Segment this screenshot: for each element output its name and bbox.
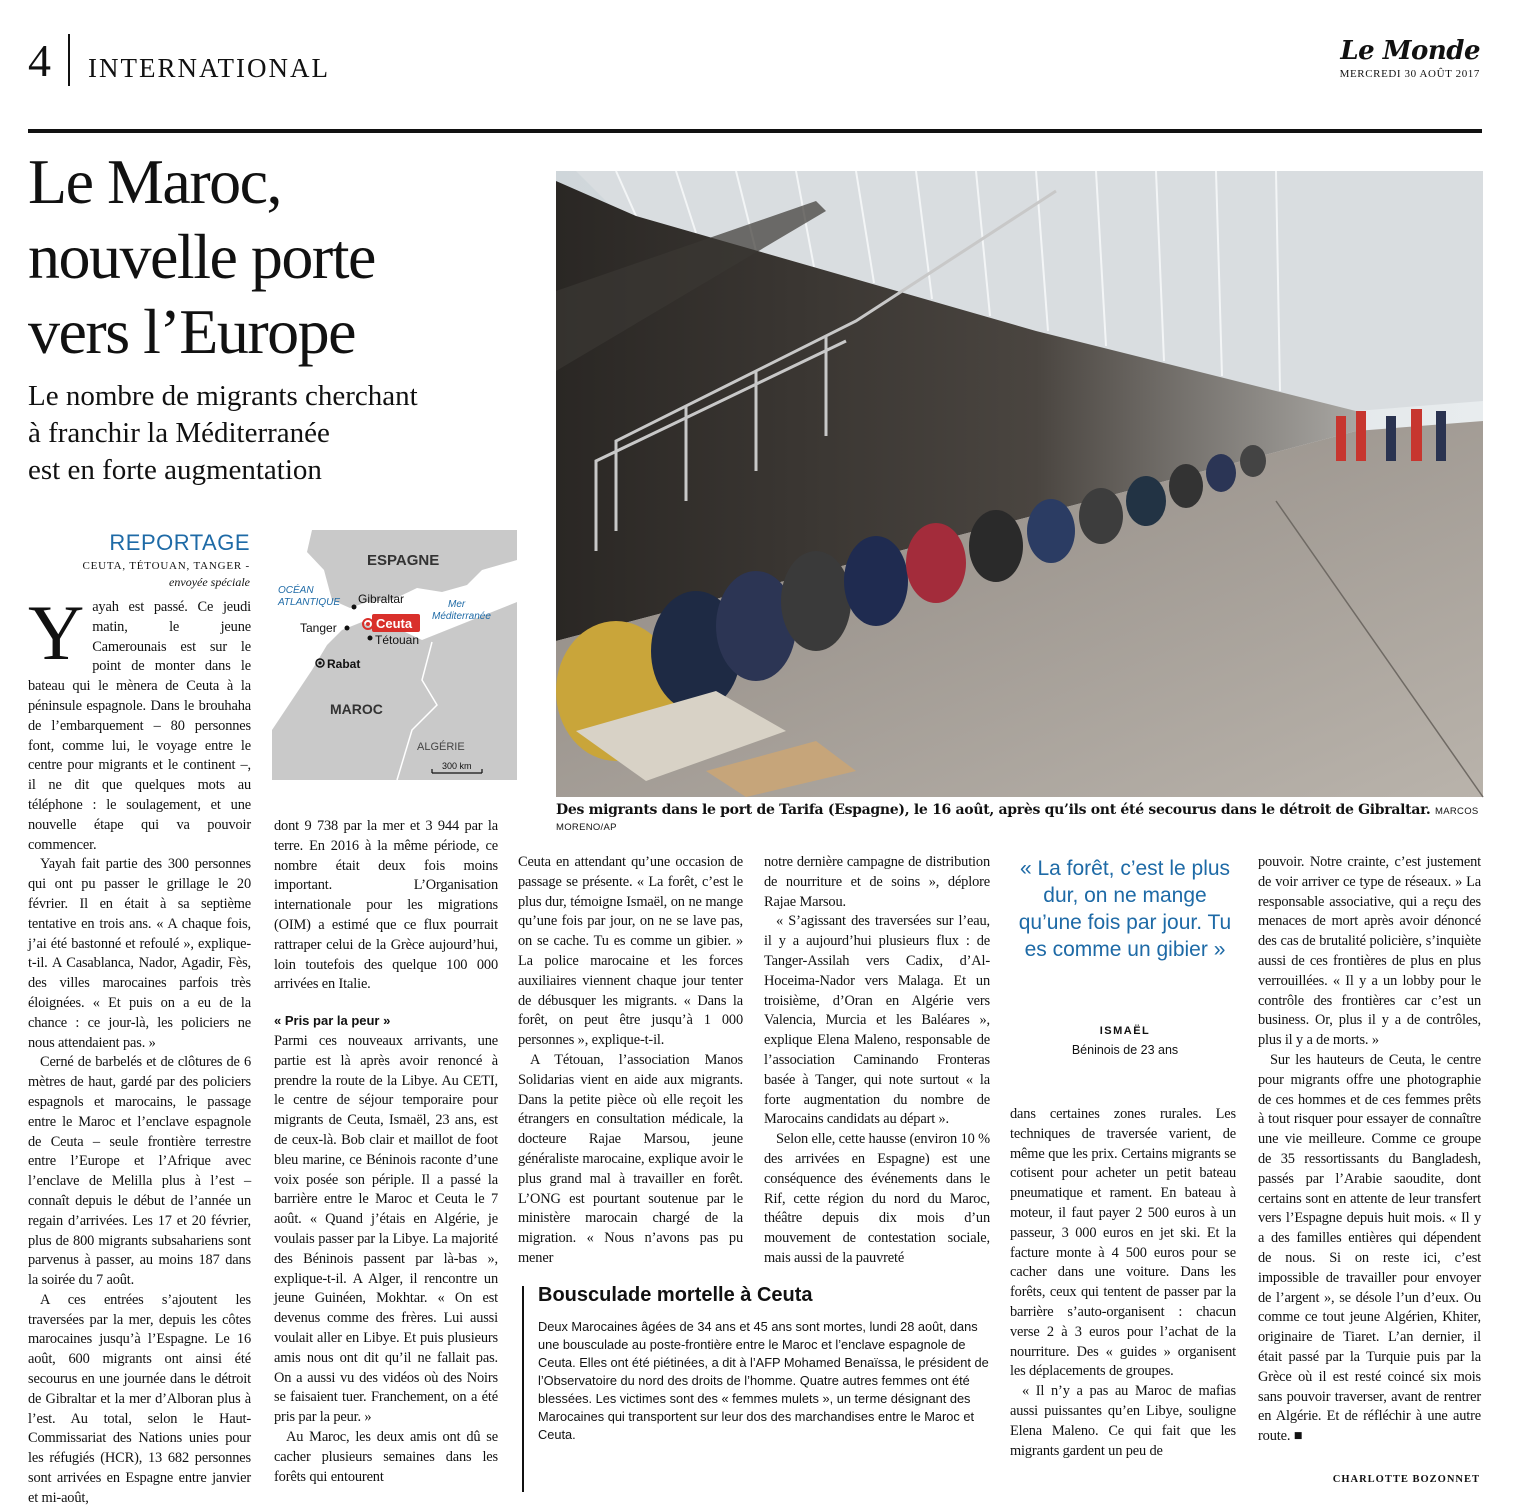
locator-map [272,530,517,780]
page-number: 4 [28,35,51,86]
photo-caption [556,802,1483,834]
map-label-tetouan: Tétouan [375,633,420,647]
byline-place: CEUTA, TÉTOUAN, TANGER - [82,560,250,572]
pull-quote: « La forêt, c’est le plus dur, on ne mange qu’une fois par jour. Tu es comme un gibier » [1018,857,1232,961]
article-column-6 [1258,853,1481,1447]
paragraph: « S’agissant des traversées sur l’eau, il y a aujourd’hui plusieurs flux : de Tanger-Assilah vers Cadix, d’Al-Hoceima-Nador vers Malaga. Et un troisième, d’Oran en Algérie vers Valencia, Murcia et les Baléares », explique Elena Maleno, responsable de l’association Caminando Fronteras basée à Tanger, qui note surtout « la forte augmentation du nombre de Marocains candidats au départ ». [764,913,990,1128]
issue-date: MERCREDI 30 AOÛT 2017 [1339,68,1480,80]
paragraph: Parmi ces nouveaux arrivants, une partie est là après avoir renoncé à prendre la route de la Libye. Au CETI, le centre de séjour temporaire pour migrants de Ceuta, Ismaël, 23 ans, est de ceux-là. Bob clair et maillot de foot bleu marine, ce Béninois raconte d’une voix posée son périple. Il a passé la barrière entre le Maroc et Ceuta le 7 août. « Quand j’étais en Algérie, je voulais passer par la Libye. La majorité des Béninois passent par là-bas », explique-t-il. A Alger, il rencontre un jeune Guinéen, Mokhtar. « On est devenus comme des frères. Lui aussi voulait aller en Libye. Et puis plusieurs amis nous ont dit qu’il ne fallait pas. On a aussi vu des vidéos où des Noirs se faisaient tuer. Franchement, on a été pris par la peur. » [274,1032,498,1426]
paragraph: pouvoir. Notre crainte, c’est justement de voir arriver ce type de réseaux. » La responsable associative, qui a reçu des menaces de mort après avoir dénoncé des cas de brutalité policière, s’inquiète aussi de ces frontières de plus en plus verrouillées. « Il y a un lobby pour le contrôle des frontières car c’est un business. Or, plus il y a de contrôles, plus il y a de morts. » [1258,854,1481,1049]
map-label-maroc: MAROC [330,701,383,717]
map-label-ceuta: Ceuta [376,616,413,631]
photo-credit: MARCOS MORENO/AP [556,806,1479,833]
news-photo [556,171,1483,797]
headline: Le Maroc, nouvelle porte vers l’Europe [28,146,375,367]
map-label-mer-2: Méditerranée [432,611,491,622]
map-label-mer-1: Mer [448,599,466,610]
map-graphic [272,530,517,780]
map-label-gibraltar: Gibraltar [358,592,405,606]
caption-text: Des migrants dans le port de Tarifa (Espagne), le 16 août, après qu’ils ont été secourus dans le détroit de Gibraltar. [556,802,1431,818]
pull-quote-name: ISMAËL [1099,1025,1151,1037]
paragraph: Yayah fait partie des 300 personnes qui ont pu passer le grillage le 20 février. Il en était à sa septième tentative en trois ans. « A chaque fois, j’ai été bastonné et refoulé », explique-t-il. A Casablanca, Nador, Agadir, Fès, des villes marocaines parfois très éloignées. « Et puis on a eu de la chance : ce jour-là, les policiers ne nous attendaient pas. » [28,856,251,1051]
map-label-algerie: ALGÉRIE [417,741,465,753]
paragraph: Cerné de barbelés et de clôtures de 6 mètres de haut, gardé par des policiers espagnols et marocains, le passage entre le Maroc et l’enclave espagnole de Ceuta – seule frontière terrestre entre l’Europe et l’Afrique avec l’enclave de Melilla plus à l’est – connaît depuis le début de l’année un regain d’arrivées. Les 17 et 20 février, plus de 800 migrants subsahariens sont parvenus à passer, au moins 187 dans la soirée du 7 août. [28,1054,251,1289]
kicker: REPORTAGE [109,530,250,555]
paragraph: A ces entrées s’ajoutent les traversées par la mer, depuis les côtes marocaines jusqu’à l’Espagne. Le 16 août, 600 migrants ont ainsi été secourus en une journée dans le détroit de Gibraltar et la mer d’Alboran plus à l’est. Au total, selon le Haut-Commissariat des Nations unies pour les réfugiés (HCR), 13 682 personnes sont arrivées en Espagne entre janvier et mi-août, [28,1291,251,1506]
top-rule [28,129,1482,133]
sidebar-box-rule [522,1286,524,1492]
map-label-ocean-1: OCÉAN [278,585,314,596]
article-column-4 [764,853,990,1269]
subheading: « Pris par la peur » [274,1013,391,1029]
paragraph: dans certaines zones rurales. Les techniques de traversée varient, de même que les prix. Certains migrants se cotisent pour acheter un petit bateau pneumatique et rament. En bateau à moteur, il faut payer 2 500 euros à un passeur, 3 000 euros en jet ski. Et la facture monte à 4 500 euros pour se cacher dans une voiture. Dans les forêts, ceux qui tentent de passer par la barrière s’auto-organisent : chacun verse 2 à 3 euros pour l’achat de la nourriture. Des « guides » organisent les déplacements de groupes. [1010,1106,1236,1380]
map-label-tanger: Tanger [300,621,337,635]
article-column-1 [28,589,251,1509]
paragraph: « Il n’y a pas au Maroc de mafias aussi puissantes qu’en Libye, souligne Elena Maleno. Ce qui fait que les migrants gardent un peu de [1010,1383,1236,1459]
header-divider [68,34,70,86]
photo-migrants-tarifa [556,171,1483,797]
sidebar-box-body: Deux Marocaines âgées de 34 ans et 45 ans sont mortes, lundi 28 août, dans une bousculade au poste-frontière entre le Maroc et l’enclave espagnole de Ceuta. Elles ont été piétinées, a dit à l’AFP Mohamed Benaïssa, le président de l’Observatoire du nord des droits de l’homme. Quatre autres femmes ont été blessées. Les victimes sont des « femmes mulets », un terme désignant des Marocaines qui transportent sur leur dos des marchandises entre le Maroc et Ceuta. [538,1319,989,1442]
paragraph: Yayah est passé. Ce jeudi matin, le jeune Camerounais est sur le point de monter dans le bateau qui le mènera de Ceuta à la péninsule espagnole. Dans le brouhaha de l’embarquement – 80 personnes font, comme lui, le voyage entre le centre pour migrants et le continent –, il ne dit que quelques mots au téléphone : le soulagement, et une nouvelle étape qui va pouvoir commencer. [28,589,251,853]
article-column-2 [274,817,498,1487]
paragraph: dont 9 738 par la mer et 3 944 par la terre. En 2016 à la même période, ce nombre était deux fois moins important. L’Organisation internationale pour les migrations (OIM) a estimé que ce flux pourrait rattraper celui de la Grèce aujourd’hui, loin toutefois des quelque 100 000 arrivées en Italie. [274,818,498,993]
section-name: INTERNATIONAL [88,53,330,83]
pull-quote-description: Béninois de 23 ans [1071,1043,1179,1057]
article-column-3 [518,853,743,1269]
map-label-ocean-2: ATLANTIQUE [278,597,341,608]
sidebar-box-title: Bousculade mortelle à Ceuta [538,1284,813,1306]
paragraph: notre dernière campagne de distribution de nourriture et de soins », déplore Rajae Marsou. [764,854,990,910]
map-scale-label: 300 km [442,761,472,771]
paragraph: Selon elle, cette hausse (environ 10 % des arrivées en Espagne) est une conséquence des événements dans le Rif, cette région du nord du Maroc, théâtre depuis dix mois d’un mouvement de contestation sociale, mais aussi de la pauvreté [764,1131,990,1266]
byline-role: envoyée spéciale [169,575,250,589]
paragraph: Au Maroc, les deux amis ont dû se cacher plusieurs semaines dans les forêts qui entourent [274,1428,498,1485]
map-label-rabat: Rabat [327,657,361,671]
map-label-espagne: ESPAGNE [367,552,440,569]
paragraph: Ceuta en attendant qu’une occasion de passage se présente. « La forêt, c’est le plus dur, témoigne Ismaël, on ne mange qu’une fois par jour, on ne se lave pas, on se cache. Tu es comme un gibier. » La police marocaine et les forces auxiliaires viennent chaque jour tenter de débusquer les migrants. « Dans la forêt, on peut être jusqu’à 1 000 personnes », explique-t-il. [518,854,743,1049]
paragraph: A Tétouan, l’association Manos Solidarias vient en aide aux migrants. Dans la petite pièce où elle reçoit les étrangers en consultation médicale, la docteure Rajae Marsou, jeune généraliste marocaine, explique avoir le plus grand mal à travailler en forêt. L’ONG est pourtant soutenue par le ministère marocain chargé de la migration. « Nous n’avons pas pu mener [518,1051,743,1266]
article-column-5 [1010,1105,1236,1461]
newspaper-logo: Le Monde [1340,36,1480,66]
author-signature: CHARLOTTE BOZONNET [1332,1474,1480,1485]
deck: Le nombre de migrants cherchant à franchir la Méditerranée est en forte augmentation [28,380,418,486]
dropcap: Y [28,589,85,676]
paragraph: Sur les hauteurs de Ceuta, le centre pour migrants offre une photographie de ces hommes et de ces femmes prêts à tout risquer pour essayer de connaître une vie meilleure. Comme ce groupe de 35 ressortissants du Bangladesh, passés par l’Arabie saoudite, dont certains sont en attente de leur transfert vers l’Espagne depuis huit mois. « Il y a des familles entières qui dépendent de nous. Si on reste ici, c’est impossible de travailler pour envoyer de l’argent », se désole l’un d’eux. Ou comme ce tout jeune Algérien, Khiter, originaire de Tiaret. L’an dernier, il était passé par la Turquie puis par la Grèce où il est resté coincé six mois sans pouvoir traverser, avant de rentrer en Algérie. Et de réfléchir à une autre route. ■ [1258,1051,1481,1445]
